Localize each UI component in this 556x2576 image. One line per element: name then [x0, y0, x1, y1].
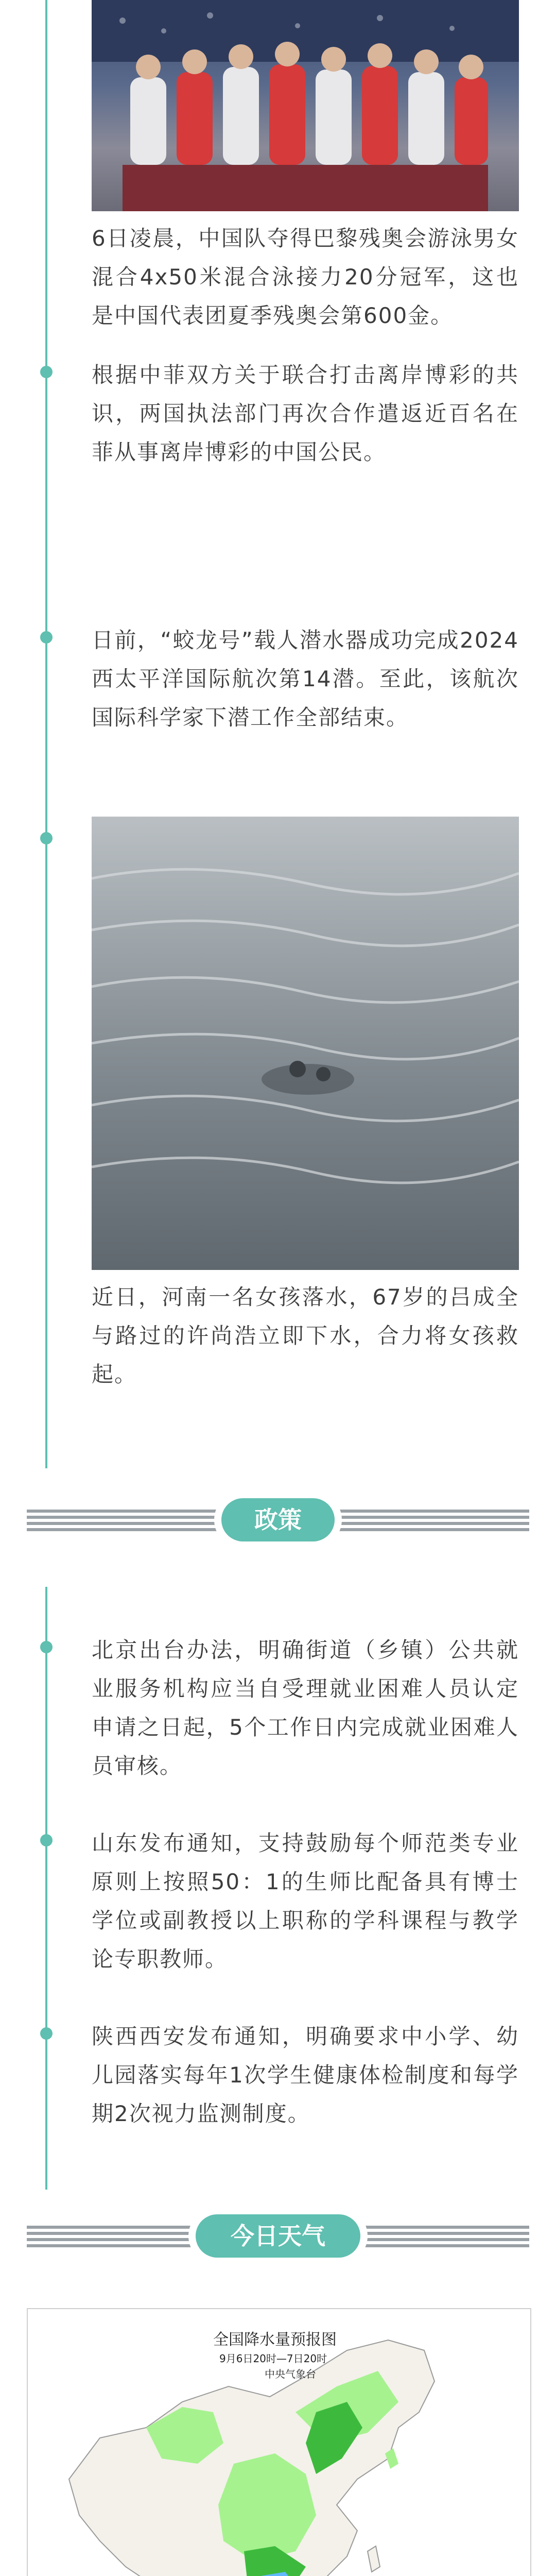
policy-item-text: 北京出台办法，明确街道（乡镇）公共就业服务机构应当自受理就业困难人员认定申请之日起，5个工作日内完成就业困难人员审核。: [92, 1637, 519, 1778]
weather-section-banner: [27, 2200, 529, 2272]
map-title: 全国降水量预报图: [213, 2331, 337, 2349]
timeline-line: [45, 0, 47, 1468]
timeline-dot: [40, 1834, 53, 1846]
rescue-video-frame: [92, 817, 519, 1270]
timeline-dot: [40, 1641, 53, 1653]
news-item-text: 日前，“蛟龙号”载人潜水器成功完成2024西太平洋国际航次第14潜。至此，该航次国际科学家下潜工作全部结束。: [92, 628, 519, 730]
timeline-dot: [40, 631, 53, 643]
news-item-text: 6日凌晨，中国队夺得巴黎残奥会游泳男女混合4x50米混合泳接力20分冠军，这也是中国代表团夏季残奥会第600金。: [92, 226, 519, 328]
podium-photo: [92, 0, 519, 211]
timeline-dot: [40, 2027, 53, 2040]
policy-item-text: 陕西西安发布通知，明确要求中小学、幼儿园落实每年1次学生健康体检制度和每学期2次视力监测制度。: [92, 2024, 519, 2126]
policy-item-text: 山东发布通知，支持鼓励每个师范类专业原则上按照50：1的生师比配备具有博士学位或副教授以上职称的学科课程与教学论专职教师。: [92, 1831, 519, 1972]
timeline-line: [45, 1587, 47, 2190]
section-title: 今日天气: [196, 2214, 360, 2258]
timeline-dot: [40, 832, 53, 844]
news-item-text: 近日，河南一名女孩落水，67岁的吕成全与路过的许尚浩立即下水，合力将女孩救起。: [92, 1284, 519, 1387]
timeline-dot: [40, 366, 53, 378]
policy-section-banner: [27, 1484, 529, 1556]
map-agency: 中央气象台: [265, 2368, 316, 2380]
map-subtitle: 9月6日20时—7日20时: [219, 2352, 327, 2365]
section-title: 政策: [221, 1498, 335, 1541]
precipitation-forecast-map: [27, 2308, 531, 2576]
news-item-text: 根据中菲双方关于联合打击离岸博彩的共识，两国执法部门再次合作遣返近百名在菲从事离岸博彩的中国公民。: [92, 362, 519, 465]
